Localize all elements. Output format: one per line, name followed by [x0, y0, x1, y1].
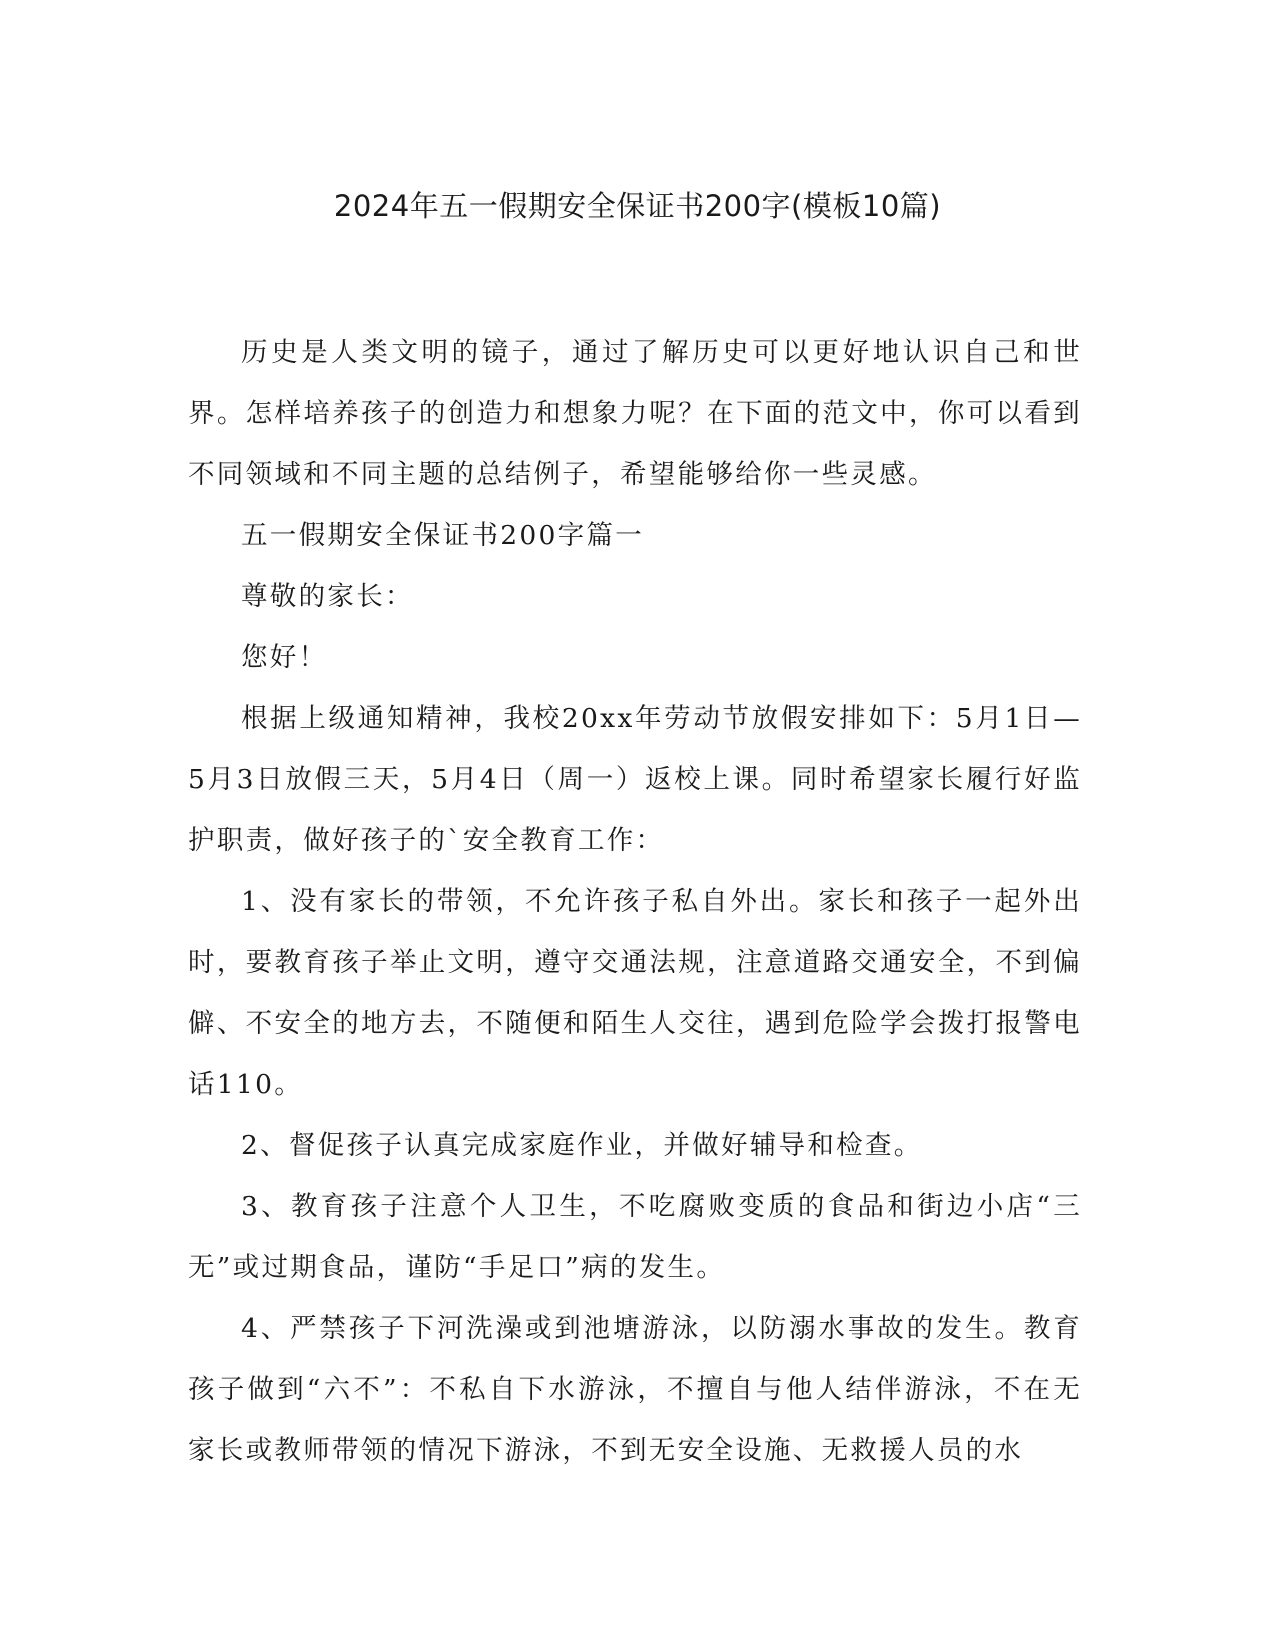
document-body: [188, 322, 1082, 1481]
list-item-3: 3、教育孩子注意个人卫生，不吃腐败变质的食品和街边小店“三无”或过期食品，谨防“手足口”病的发生。: [188, 1191, 1082, 1283]
list-item-2: 2、督促孩子认真完成家庭作业，并做好辅导和检查。: [241, 1130, 923, 1161]
list-item-4: 4、严禁孩子下河洗澡或到池塘游泳，以防溺水事故的发生。教育孩子做到“六不”：不私自下水游泳，不擅自与他人结伴游泳，不在无家长或教师带领的情况下游泳，不到无安全设施、无救援人员的水: [188, 1313, 1082, 1466]
document-title: 2024年五一假期安全保证书200字(模板10篇): [333, 189, 942, 223]
greeting: 您好！: [241, 642, 328, 673]
list-item-1: 1、没有家长的带领，不允许孩子私自外出。家长和孩子一起外出时，要教育孩子举止文明，遵守交通法规，注意道路交通安全，不到偏僻、不安全的地方去，不随便和陌生人交往，遇到危险学会拨打报警电话110。: [188, 886, 1082, 1100]
section-heading: 五一假期安全保证书200字篇一: [241, 520, 645, 551]
salutation: 尊敬的家长：: [241, 581, 414, 612]
notice-paragraph: 根据上级通知精神，我校20xx年劳动节放假安排如下：5月1日—5月3日放假三天，5月4日（周一）返校上课。同时希望家长履行好监护职责，做好孩子的`安全教育工作：: [188, 703, 1082, 856]
intro-paragraph: 历史是人类文明的镜子，通过了解历史可以更好地认识自己和世界。怎样培养孩子的创造力和想象力呢？在下面的范文中，你可以看到不同领域和不同主题的总结例子，希望能够给你一些灵感。: [188, 337, 1082, 490]
